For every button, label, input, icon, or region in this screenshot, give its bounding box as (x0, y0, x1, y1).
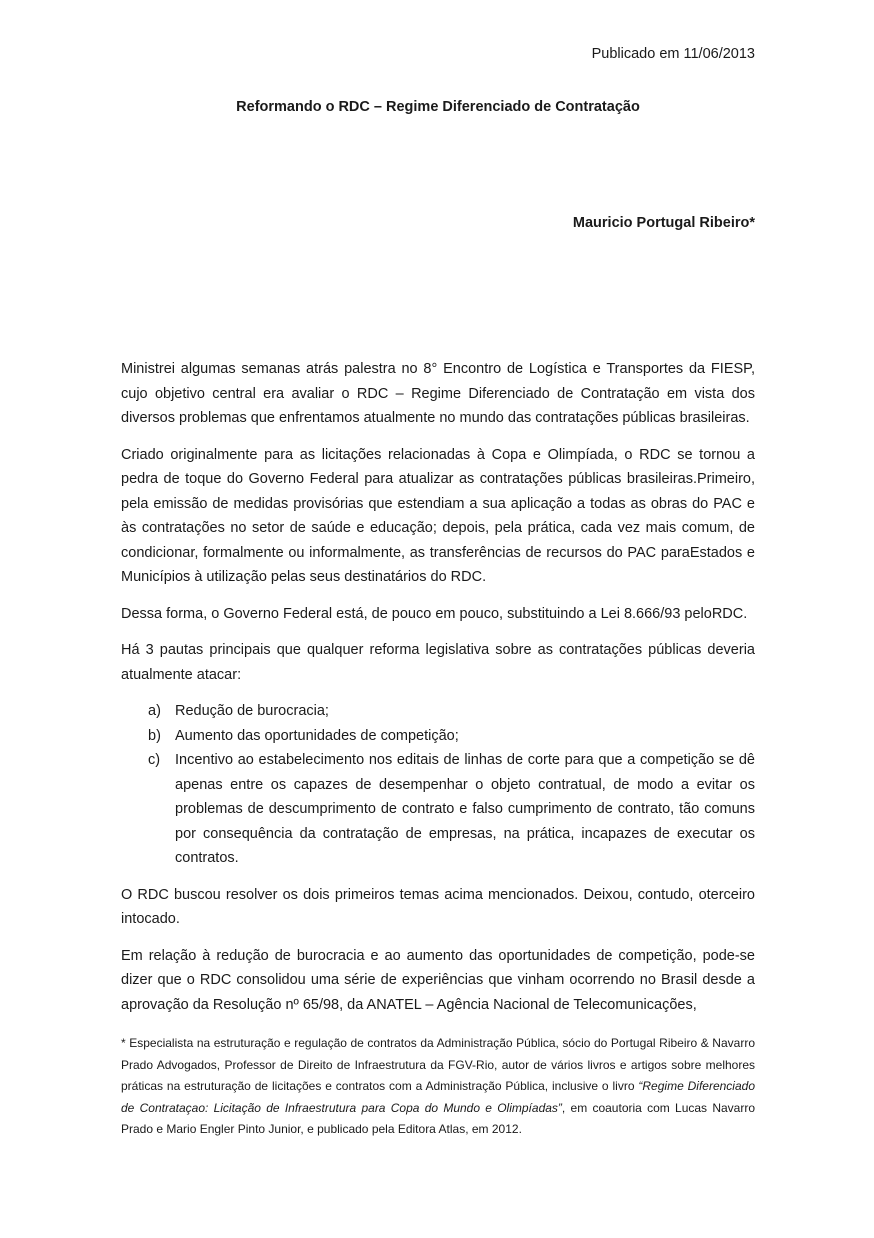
list-item (148, 699, 755, 724)
footnote-book-title: “Regime Diferenciado de Contrataçao: Licitação de Infraestrutura para Copa do Mundo e Olimpíadas” (121, 1079, 755, 1115)
list-item-marker: b) (148, 727, 161, 744)
paragraph-rdc-resolveu: O RDC buscou resolver os dois primeiros temas acima mencionados. Deixou, contudo, oterceiro intocado. (121, 886, 755, 927)
lettered-list (148, 699, 755, 871)
list-item-marker: a) (148, 703, 161, 719)
paragraph-reducao-burocracia: Em relação à redução de burocracia e ao aumento das oportunidades de competição, pode-se dizer que o RDC consolidou uma série de experiências que vinham ocorrendo no Brasil desde a aprovação da Resolução nº 65/98, da ANATEL – Agência Nacional de Telecomunicações, (121, 947, 755, 1013)
paragraph-lei-8666: Dessa forma, o Governo Federal está, de pouco em pouco, substituindo a Lei 8.666/93 peloRDC. (121, 605, 748, 622)
list-item-text: Aumento das oportunidades de competição; (175, 727, 459, 744)
paragraph-rdc-origin: Criado originalmente para as licitações relacionadas à Copa e Olimpíada, o RDC se tornou a pedra de toque do Governo Federal para atualizar as contratações públicas brasileiras.Primeiro, pela emissão de medidas provisórias que estendiam a sua aplicação a todas as obras do PAC e às contratações no setor de saúde e educação; depois, pela prática, cada vez mais comum, de condicionar, formalmente ou informalmente, as transferências de recursos do PAC paraEstados e Municípios à utilização pelas seus destinatários do RDC. (121, 446, 755, 585)
published-date-line: Publicado em 11/06/2013 (591, 46, 755, 62)
footnote-tail: , em coautoria com Lucas Navarro Prado e Mario Engler Pinto Junior, e publicado pela Editora Atlas, em 2012. (121, 1100, 755, 1136)
list-item-marker: c) (148, 752, 161, 768)
document-body (121, 357, 755, 1017)
footnote-lead: * Especialista na estruturação e regulação de contratos da Administração Pública, sócio do Portugal Ribeiro & Navarro Prado Advogados, Professor de Direito de Infraestrutura da FGV-Rio, autor de vários livros e artigos sobre melhores práticas na estruturação de licitações e contratos com a Administração Pública, inclusive o livro (121, 1036, 755, 1093)
paragraph-intro: Ministrei algumas semanas atrás palestra no 8° Encontro de Logística e Transportes da FIESP, cujo objetivo central era avaliar o RDC – Regime Diferenciado de Contratação em vista dos diversos problemas que enfrentamos atualmente no mundo das contratações públicas brasileiras. (121, 361, 755, 426)
list-item (148, 724, 755, 749)
author-byline: Mauricio Portugal Ribeiro* (572, 215, 755, 231)
list-item-text: Redução de burocracia; (175, 703, 329, 719)
paragraph-3-pautas: Há 3 pautas principais que qualquer reforma legislativa sobre as contratações públicas deveria atualmente atacar: (121, 642, 755, 683)
list-item-text: Incentivo ao estabelecimento nos editais de linhas de corte para que a competição se dê apenas entre os capazes de desempenhar o objeto contratual, de modo a evitar os problemas de descumprimento de contrato e falso cumprimento de contrato, tão comuns por consequência da contratação de empresas, na prática, incapazes de executar os contratos. (175, 752, 755, 866)
document-title: Reformando o RDC – Regime Diferenciado de Contratação (236, 99, 640, 115)
list-item (148, 748, 755, 871)
footnote (121, 1033, 755, 1141)
